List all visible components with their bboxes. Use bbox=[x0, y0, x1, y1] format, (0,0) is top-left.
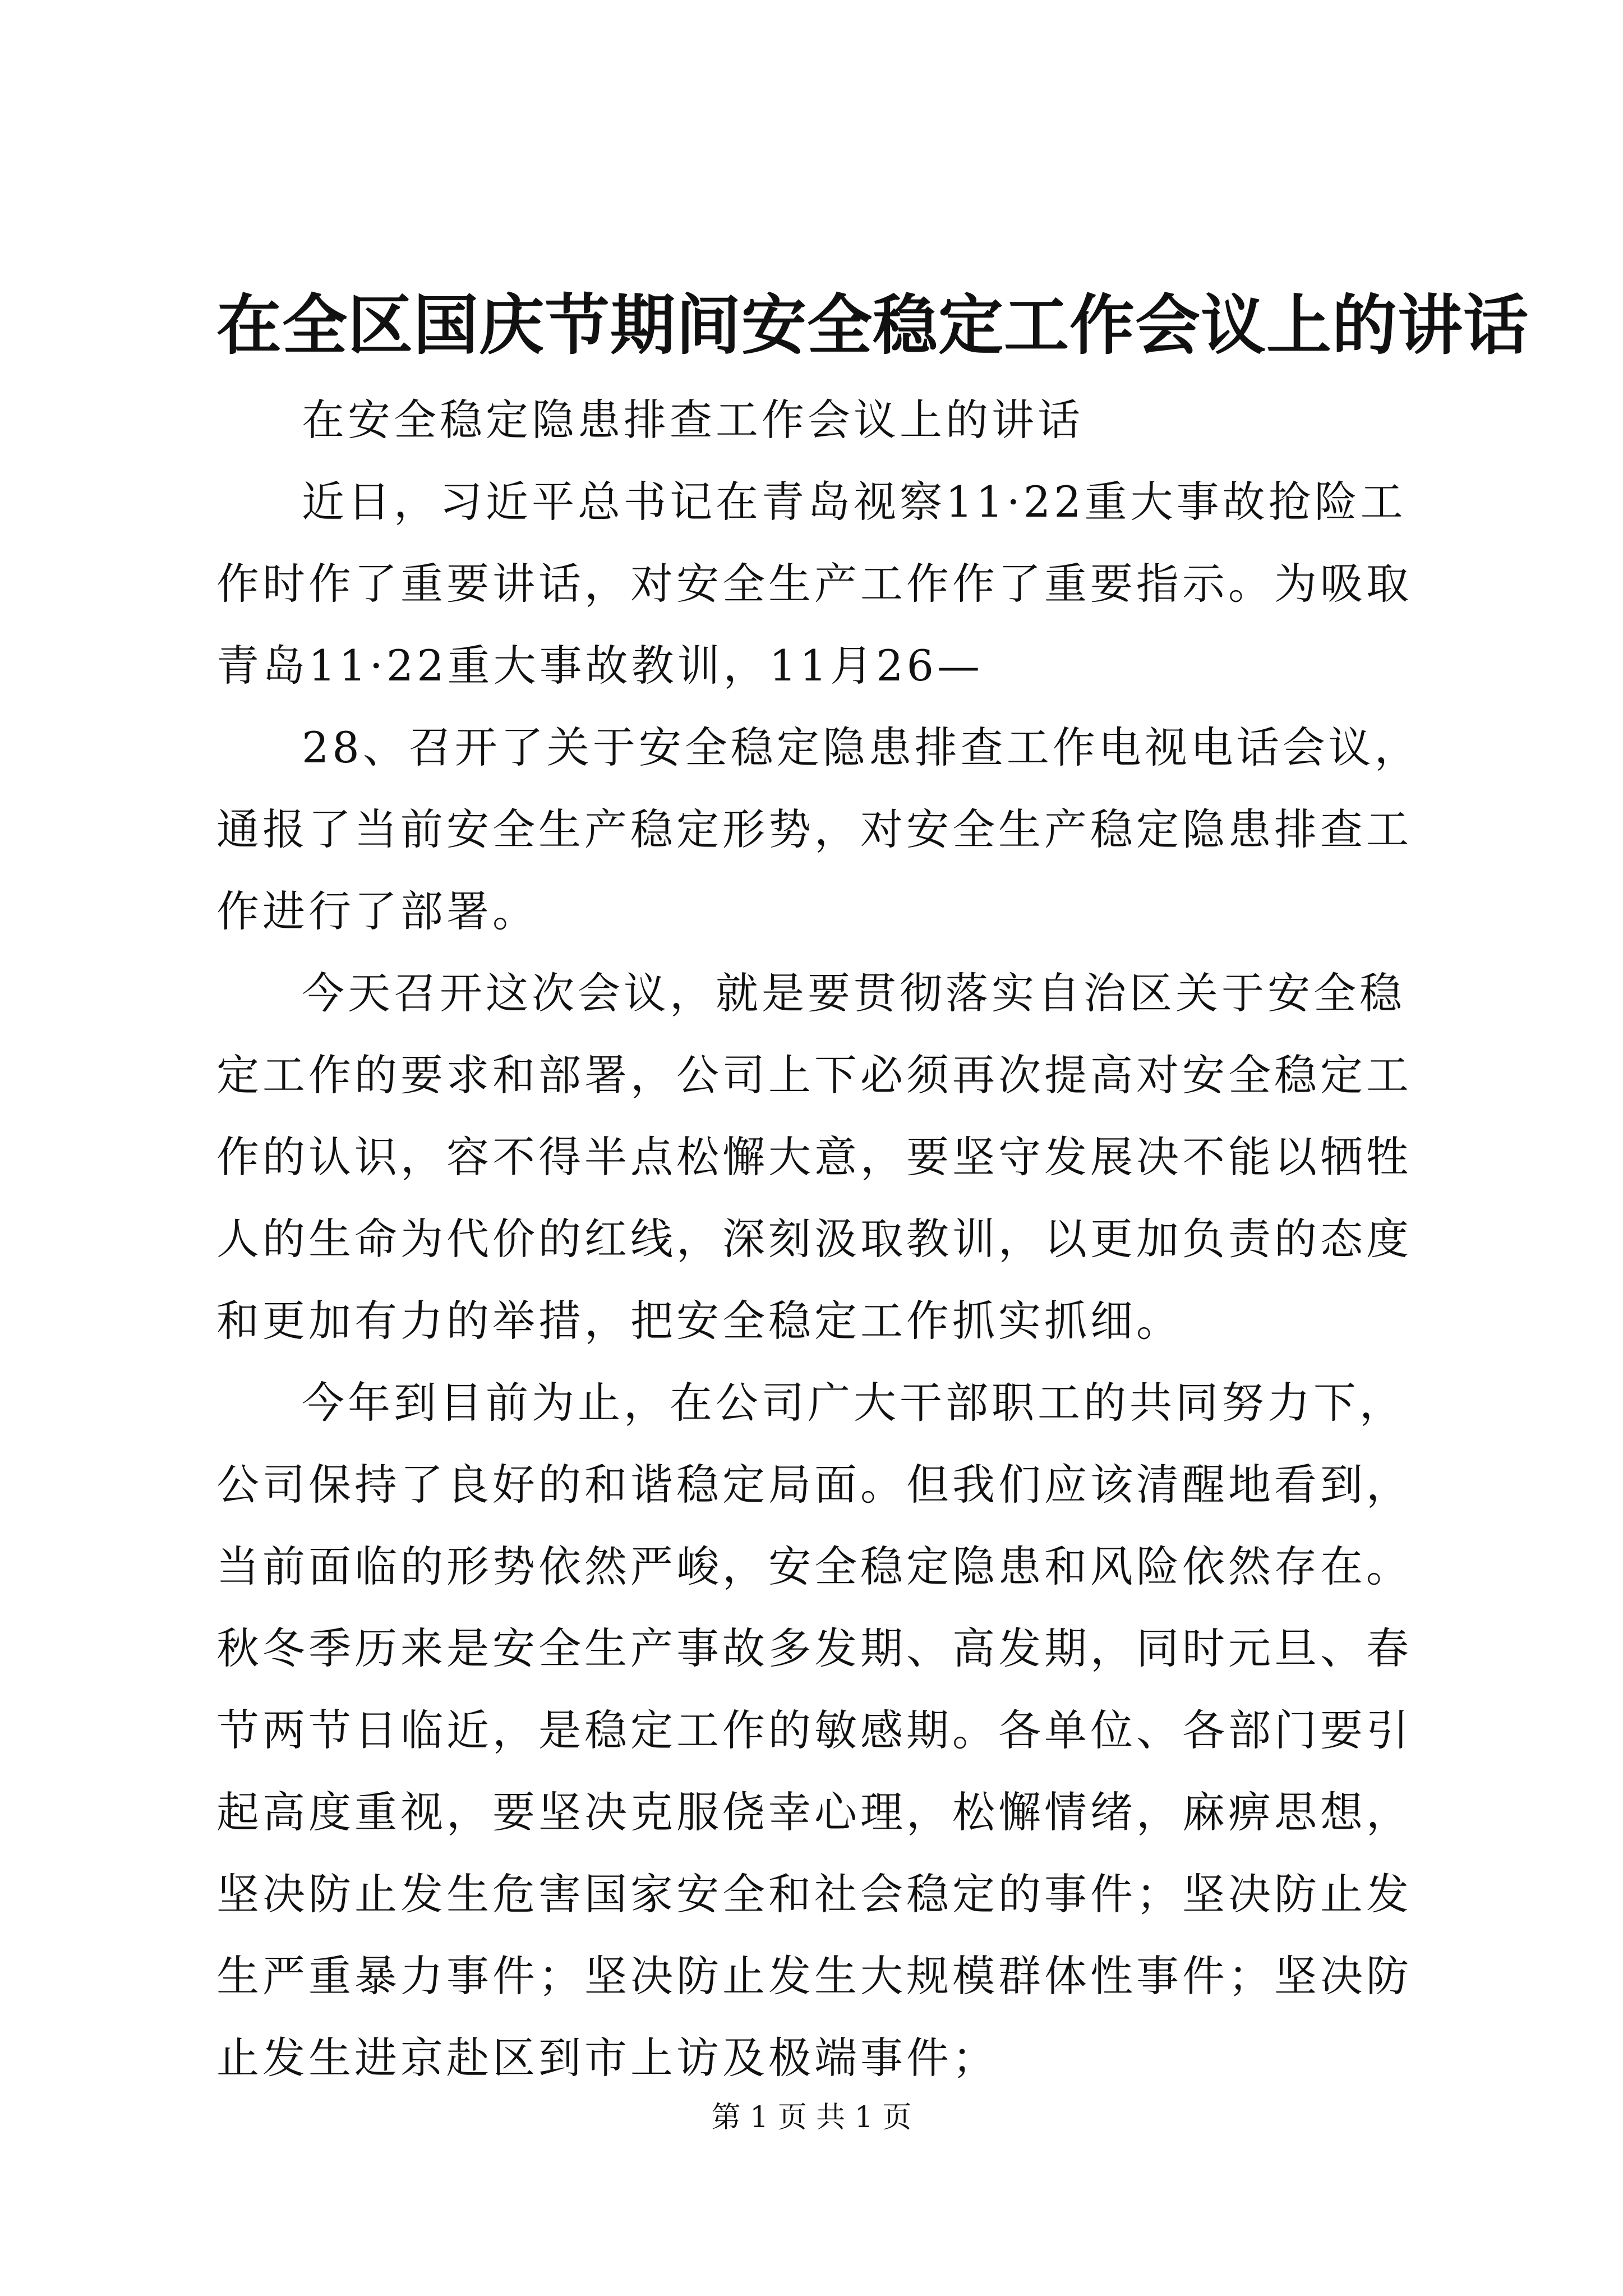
paragraph: 今年到目前为止，在公司广大干部职工的共同努力下，公司保持了良好的和谐稳定局面。但我们应该清醒地看到，当前面临的形势依然严峻，安全稳定隐患和风险依然存在。秋冬季历来是安全生产事故多发期、高发期，同时元旦、春节两节日临近，是稳定工作的敏感期。各单位、各部门要引起高度重视，要坚决克服侥幸心理，松懈情绪，麻痹思想，坚决防止发生危害国家安全和社会稳定的事件；坚决防止发生严重暴力事件；坚决防止发生大规模群体性事件；坚决防止发生进京赴区到市上访及极端事件； bbox=[216, 1378, 1412, 2083]
paragraph-subtitle: 在安全稳定隐患排查工作会议上的讲话 bbox=[302, 395, 1083, 445]
paragraph: 今天召开这次会议，就是要贯彻落实自治区关于安全稳定工作的要求和部署，公司上下必须再次提高对安全稳定工作的认识，容不得半点松懈大意，要坚守发展决不能以牺牲人的生命为代价的红线，深刻汲取教训，以更加负责的态度和更加有力的举措，把安全稳定工作抓实抓细。 bbox=[216, 968, 1412, 1346]
paragraph: 近日，习近平总书记在青岛视察11·22重大事故抢险工作时作了重要讲话，对安全生产工作作了重要指示。为吸取青岛11·22重大事故教训，11月26— bbox=[216, 477, 1412, 691]
document-body bbox=[216, 379, 1433, 2099]
document-title: 在全区国庆节期间安全稳定工作会议上的讲话 bbox=[216, 287, 1529, 364]
page-footer: 第 1 页 共 1 页 bbox=[711, 2101, 912, 2134]
paragraph: 28、召开了关于安全稳定隐患排查工作电视电话会议，通报了当前安全生产稳定形势，对安全生产稳定隐患排查工作进行了部署。 bbox=[216, 723, 1421, 936]
